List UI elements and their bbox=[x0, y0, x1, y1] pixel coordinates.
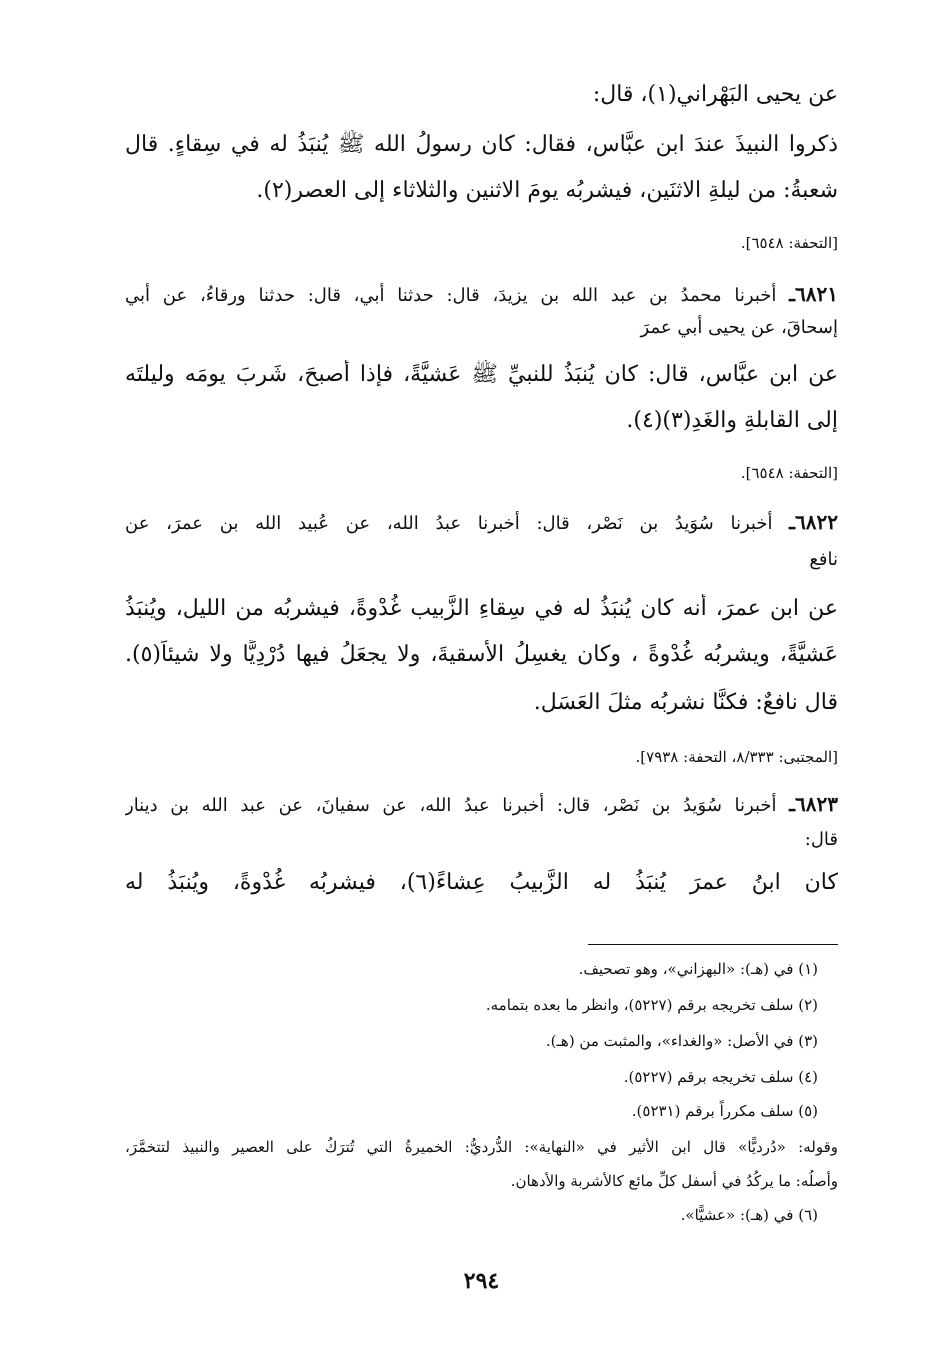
book-page bbox=[125, 0, 838, 1362]
text-line: إسحاقَ، عن يحيى أبي عمرَ bbox=[640, 317, 838, 338]
hadith-number: ٦٨٢١ـ bbox=[789, 282, 838, 306]
text-line: أخبرنا سُوَيدُ بن نَصْر، قال: أخبرنا عبدُ الله، عن عُبيد الله بن عمرَ، عن bbox=[125, 513, 773, 534]
text-line: كان ابنُ عمرَ يُنبَذُ له الزَّبيبُ عِشاءً(٦)، فيشربُه غُدْوةً، ويُنبَذُ له bbox=[125, 870, 838, 895]
footnote: وقوله: «دُرديًّا» قال ابن الأثير في «النهاية»: الدُّرديُّ: الخميرةُ التي تُترَكُ على العصير والنبيذ لتتخمَّرَ، bbox=[125, 1138, 838, 1156]
hadith-number: ٦٨٢٢ـ bbox=[789, 510, 838, 534]
text-line: أخبرنا سُوَيدُ بن نَصْر، قال: أخبرنا عبدُ الله، عن سفيانَ، عن عبد الله بن دينار bbox=[125, 795, 777, 816]
reference-note: [التحفة: ٦٥٤٨]. bbox=[740, 234, 838, 252]
text-line: أخبرنا محمدُ بن عبد الله بن يزيدَ، قال: حدثنا أبي، قال: حدثنا ورقاءُ، عن أبي bbox=[125, 285, 777, 306]
text-line: عَشيَّةً، ويشربُه غُدْوةً ، وكان يغسِلُ الأسقيةَ، ولا يجعَلُ فيها دُرْدِيًّا ولا شيئاً(٥). bbox=[125, 642, 838, 667]
footnote: (٥) سلف مكرراً برقم (٥٢٣١). bbox=[631, 1102, 818, 1120]
text-line: شعبةُ: من ليلةِ الاثنَين، فيشربُه يومَ الاثنين والثلاثاء إلى العصر(٢). bbox=[256, 178, 838, 203]
hadith-number: ٦٨٢٣ـ bbox=[789, 792, 838, 816]
text-line: إلى القابلةِ والغَدِ(٣)(٤). bbox=[626, 408, 838, 433]
hadith-6823-chain bbox=[125, 790, 838, 820]
text-line: نافع bbox=[809, 549, 838, 570]
footnote: (٤) سلف تخريجه برقم (٥٢٢٧). bbox=[623, 1068, 818, 1086]
page-number: ٢٩٤ bbox=[463, 1268, 500, 1294]
footnote: (٣) في الأصل: «والغداء»، والمثبت من (هـ). bbox=[545, 1032, 818, 1050]
text-line: قال: bbox=[804, 829, 838, 850]
footnote: (١) في (هـ): «البهزاني»، وهو تصحيف. bbox=[578, 960, 818, 978]
text-line: عن يحيى البَهْراني(١)، قال: bbox=[592, 82, 838, 107]
footnote-separator bbox=[588, 944, 838, 945]
text-line: قال نافعٌ: فكنَّا نشربُه مثلَ العَسَل. bbox=[533, 690, 838, 715]
hadith-6821-chain bbox=[125, 280, 838, 310]
footnote: وأصلُه: ما يركُدُ في أسفل كلِّ مائع كالأشربة والأدهان. bbox=[510, 1172, 838, 1190]
text-line: ذكروا النبيذَ عندَ ابن عبَّاس، فقال: كان رسولُ الله ﷺ يُنبَذُ له في سِقاءٍ. قال bbox=[125, 132, 838, 157]
text-line: عن ابن عبَّاس، قال: كان يُنبَذُ للنبيِّ ﷺ عَشيَّةً، فإذا أصبحَ، شَربَ يومَه وليلتَه bbox=[125, 362, 838, 387]
reference-note: [التحفة: ٦٥٤٨]. bbox=[740, 464, 838, 482]
hadith-6822-chain bbox=[125, 508, 838, 538]
footnote: (٦) في (هـ): «عشيًّا». bbox=[680, 1206, 818, 1224]
footnote: (٢) سلف تخريجه برقم (٥٢٢٧)، وانظر ما بعده بتمامه. bbox=[485, 996, 818, 1014]
reference-note: [المجتبى: ٨/٣٣٣، التحفة: ٧٩٣٨]. bbox=[635, 748, 838, 766]
text-line: عن ابن عمرَ، أنه كان يُنبَذُ له في سِقاءِ الزَّبيب غُدْوةً، فيشربُه من الليل، ويُنبَذُ bbox=[125, 596, 838, 621]
